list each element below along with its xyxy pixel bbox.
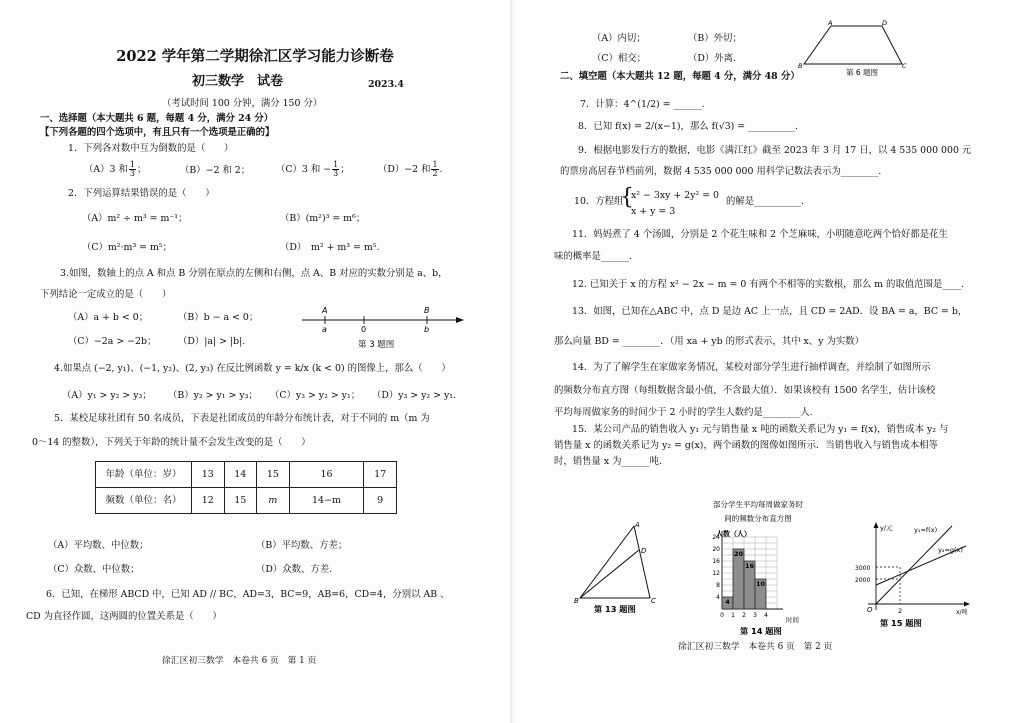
y-tick-label: 4 [716, 594, 720, 601]
question-1: 1．下列各对数中互为倒数的是（ ） [68, 143, 234, 154]
y-axis-label: y/元 [880, 524, 893, 532]
table-cell: m [257, 488, 290, 514]
tick-x2: 2 [898, 607, 903, 615]
line-y1 [876, 526, 952, 604]
table-cell: 14 [224, 462, 257, 488]
bar-value-label: 16 [744, 562, 755, 570]
y-tick-label: 24 [712, 534, 720, 541]
fraction: $\frac{1}{3}$ [333, 160, 339, 178]
x-tick-label: 3 [753, 612, 757, 619]
question-14-line-2: 的频数分布直方图（每组数据含最小值，不含最大值）．如果该校有 1500 名学生，估计该校 [554, 385, 936, 396]
trapezoid-shape [804, 26, 902, 64]
tick-2000: 2000 [855, 577, 871, 584]
histogram-title-line-2: 间的频数分布直方图 [724, 514, 792, 523]
table-cell: 15 [224, 488, 257, 514]
question-5-line-1: 5．某校足球社团有 50 名成员，下表是社团成员的年龄分布统计表，对于不同的 m（m 为 [54, 413, 430, 424]
y-tick-label: 20 [712, 546, 720, 553]
histogram-title-line-1: 部分学生平均每周做家务时 [713, 500, 803, 509]
exam-date: 2023.4 [368, 79, 404, 90]
fraction: $\frac{1}{3}$ [129, 160, 135, 178]
fraction: $\frac{1}{2}$ [432, 160, 438, 178]
bar-value-label: 4 [725, 598, 730, 606]
label-D: D [882, 19, 888, 27]
table-cell: 17 [364, 462, 397, 488]
y-tick-label: 12 [712, 570, 720, 577]
q1-option-a: （A）3 和 $\frac{1}{3}$ ； [84, 160, 147, 178]
q4-option-b: （B）y₂ > y₁ > y₃； [168, 390, 258, 401]
question-6-line-2: CD 为直径作圆，这两圆的位置关系是（ ） [26, 611, 222, 622]
y-tick-label: 16 [712, 558, 720, 565]
x-tick-label: 4 [764, 612, 768, 619]
question-15-line-3: 时，销售量 x 为______吨. [554, 456, 662, 467]
label-A: A [828, 19, 833, 27]
line-y2-label: y₂=g(x) [938, 546, 963, 554]
q2-option-b: （B）(m²)³ = m⁶； [280, 213, 366, 224]
question-5-line-2: 0～14 的整数），下列关于年龄的统计量不会发生改变的是（ ） [32, 437, 311, 448]
question-3-line-1: 3.如图，数轴上的点 A 和点 B 分别在原点的左侧和右侧，点 A、B 对应的实数分别是 a、b， [60, 268, 448, 279]
figure-15-caption: 第 15 题图 [880, 618, 922, 628]
question-15-line-1: 15．某公司产品的销售收入 y₁ 元与销售量 x 吨的函数关系记为 y₁ = f(x)，销售成本 y₂ 与 [572, 424, 949, 435]
q1-option-c: （C）3 和 − $\frac{1}{3}$ ； [276, 160, 350, 178]
label-C: C [902, 62, 907, 70]
label-D: D [641, 547, 647, 555]
q1-option-d: （D）−2 和 $\frac{1}{2}$ . [378, 160, 443, 178]
bar-value-label: 10 [755, 580, 766, 588]
figure-3-caption: 第 3 题图 [358, 340, 395, 350]
q4-option-d: （D）y₃ > y₂ > y₁. [372, 390, 457, 401]
figure-6-caption: 第 6 题图 [846, 68, 879, 77]
label-zero: 0 [361, 325, 367, 334]
trapezoid-figure [798, 18, 908, 80]
question-10-tail: 的解是__________. [726, 196, 804, 207]
label-B: B [424, 306, 430, 315]
q4-option-a: （A）y₁ > y₂ > y₃； [62, 390, 152, 401]
table-cell: 年龄（单位：岁） [96, 462, 192, 488]
question-8: 8．已知 f(x) = 2/(x−1)，那么 f(√3) = __________. [578, 121, 799, 132]
x-axis-arrow [964, 602, 970, 607]
label-A: A [635, 521, 640, 529]
q6-option-d: （D）外离. [688, 53, 736, 64]
question-10-label: 10．方程组 [574, 196, 624, 207]
question-7: 7．计算：4^(1/2) = ______. [580, 99, 705, 110]
q5-option-a: （A）平均数、中位数； [48, 540, 149, 551]
x-tick-label: 0 [720, 612, 724, 619]
table-row [96, 462, 397, 488]
label-B: B [574, 597, 579, 605]
q3-option-a: （A）a + b < 0； [68, 312, 149, 323]
question-9-line-1: 9．根据电影发行方的数据，电影《满江红》截至 2023 年 3 月 17 日，以 4 535 000 000 元 [578, 145, 972, 156]
question-13-line-1: 13．如图，已知在△ABC 中，点 D 是边 AC 上一点，且 CD = 2AD．设 BA = a，BC = b， [572, 306, 968, 317]
label-B: B [798, 62, 803, 70]
exam-subtitle: 初三数学 试卷 [192, 74, 284, 89]
x-axis-label: x/吨 [956, 609, 968, 616]
table-cell: 13 [192, 462, 225, 488]
histogram-y-label: 人数（人） [716, 530, 751, 538]
q1-option-b: （B）−2 和 2； [180, 165, 251, 176]
histogram-figure [688, 496, 828, 638]
label-C: C [651, 597, 656, 605]
q6-option-a: （A）内切； [592, 33, 646, 44]
table-row [96, 488, 397, 514]
table-cell: 9 [364, 488, 397, 514]
table-cell: 12 [192, 488, 225, 514]
q2-option-a: （A）m² ÷ m³ = m⁻¹； [82, 213, 188, 224]
bar-value-label: 20 [733, 550, 744, 558]
histogram-x-label: 时间 [786, 616, 799, 624]
origin-label: O [867, 606, 873, 614]
q5-option-d: （D）众数、方差. [256, 564, 333, 575]
function-graph-figure [850, 520, 974, 630]
y-axis-arrow [874, 522, 879, 528]
question-3-line-2: 下列结论一定成立的是（ ） [40, 289, 172, 300]
x-tick-label: 2 [742, 612, 746, 619]
page-2-footer: 徐汇区初三数学 本卷共 6 页 第 2 页 [678, 642, 833, 652]
q6-option-c: （C）相交； [592, 53, 647, 64]
question-12: 12. 已知关于 x 的方程 x² − 2x − m = 0 有两个不相等的实数根，那么 m 的取值范围是____. [572, 279, 965, 290]
question-11-line-2: 味的概率是______. [554, 251, 632, 262]
exam-page-2 [514, 0, 1024, 723]
q5-option-b: （B）平均数、方差； [256, 540, 348, 551]
line-y1-label: y₁=f(x) [914, 526, 938, 534]
label-A: A [322, 306, 328, 315]
question-11-line-1: 11．妈妈煮了 4 个汤圆，分别是 2 个花生味和 2 个芝麻味，小明随意吃两个恰好都是花生 [572, 229, 948, 240]
table-cell: 频数（单位：名） [96, 488, 192, 514]
exam-title: 2022 学年第二学期徐汇区学习能力诊断卷 [116, 48, 394, 65]
question-14-line-1: 14．为了了解学生在家做家务情况，某校对部分学生进行抽样调查，并绘制了如图所示 [572, 362, 931, 373]
tick-3000: 3000 [855, 565, 871, 572]
q10-equation-1: x² − 3xy + 2y² = 0 [631, 190, 720, 201]
number-line-figure [298, 302, 468, 352]
x-tick-label: 1 [731, 612, 735, 619]
question-6-line-1: 6．已知，在梯形 ABCD 中，已知 AD // BC，AD=3，BC=9，AB=6，CD=4，分别以 AB 、 [46, 589, 450, 600]
question-15-line-2: 销售量 x 的函数关系记为 y₂ = g(x)，两个函数的图像如图所示．当销售收入与销售成本相等 [554, 440, 938, 451]
page-1-footer: 徐汇区初三数学 本卷共 6 页 第 1 页 [162, 656, 317, 666]
q4-option-c: （C）y₃ > y₂ > y₁； [270, 390, 361, 401]
q5-option-c: （C）众数、中位数； [48, 564, 140, 575]
table-cell: 14−m [289, 488, 364, 514]
section-1-title: 一、选择题（本大题共 6 题，每题 4 分，满分 24 分） [40, 113, 274, 124]
question-2: 2．下列运算结果错误的是（ ） [68, 188, 215, 199]
q2-option-c: （C）m²·m³ = m⁵； [82, 242, 173, 253]
segment-bd [580, 550, 639, 598]
table-cell: 15 [257, 462, 290, 488]
histogram-bar [733, 549, 744, 609]
figure-13-caption: 第 13 题图 [594, 604, 636, 614]
question-4: 4.如果点 (−2, y₁)、(−1, y₂)、(2, y₃) 在反比例函数 y = k/x (k < 0) 的图像上，那么（ ） [54, 363, 451, 374]
section-1-note: 【下列各题的四个选项中，有且只有一个选项是正确的】 [40, 127, 275, 138]
q3-option-c: （C）−2a > −2b； [68, 336, 157, 347]
q10-equation-2: x + y = 3 [631, 206, 676, 217]
triangle-abc [580, 526, 650, 598]
q2-option-d: （D） m² + m³ = m⁵. [280, 242, 380, 253]
number-line-arrow [456, 317, 464, 323]
triangle-figure [574, 518, 664, 616]
exam-info: （考试时间 100 分钟，满分 150 分） [162, 98, 323, 109]
figure-14-caption: 第 14 题图 [740, 626, 782, 636]
question-14-line-3: 平均每周做家务的时间少于 2 小时的学生人数约是________人. [554, 407, 813, 418]
label-b: b [424, 325, 430, 334]
age-distribution-table [95, 461, 397, 514]
q6-option-b: （B）外切； [688, 33, 742, 44]
y-tick-label: 8 [716, 582, 720, 589]
brace-symbol: { [620, 185, 634, 210]
q3-option-d: （D）|a| > |b|. [178, 336, 246, 347]
section-2-title: 二、填空题（本大题共 12 题，每题 4 分，满分 48 分） [560, 71, 800, 82]
q3-option-b: （B）b − a < 0； [178, 312, 259, 323]
question-9-line-2: 的票房高居春节档前列，数据 4 535 000 000 用科学记数法表示为________. [560, 166, 882, 177]
label-a: a [322, 325, 327, 334]
table-cell: 16 [289, 462, 364, 488]
question-13-line-2: 那么向量 BD = ________．（用 xa + yb 的形式表示，其中 x、y 为实数） [554, 336, 865, 347]
